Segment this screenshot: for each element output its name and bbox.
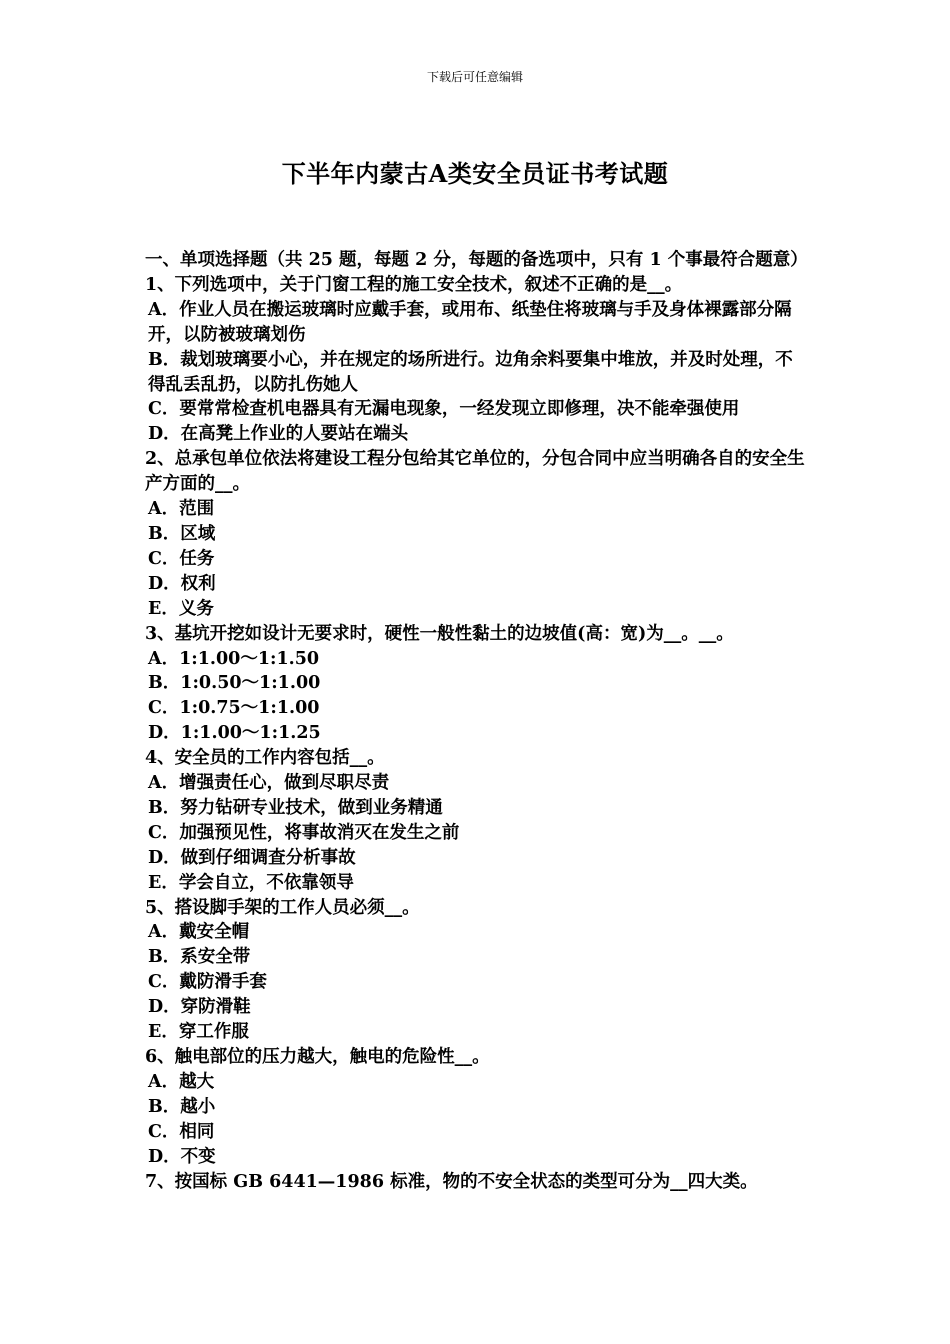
question-1 — [145, 273, 810, 447]
answer-option: E．穿工作服 — [148, 1022, 249, 1043]
question-2 — [145, 447, 810, 621]
answer-option: C．要常常检查机电器具有无漏电现象，一经发现立即修理，决不能牵强使用 — [148, 399, 740, 420]
answer-option: B．区域 — [148, 523, 216, 544]
answer-option: A．作业人员在搬运玻璃时应戴手套，或用布、纸垫住将玻璃与手及身体裸露部分隔开，以防被玻璃划伤 — [148, 299, 792, 345]
document-title: 下半年内蒙古A类安全员证书考试题 — [281, 159, 669, 188]
answer-option: C．加强预见性，将事故消灭在发生之前 — [148, 822, 460, 843]
section-heading: 一、单项选择题（共 25 题，每题 2 分，每题的备选项中，只有 1 个事最符合题意） — [145, 250, 808, 270]
question-stem: 5、搭设脚手架的工作人员必须__。 — [145, 897, 420, 918]
answer-option: E．义务 — [148, 598, 214, 619]
answer-option: D．在高凳上作业的人要站在端头 — [148, 424, 409, 445]
question-list — [145, 273, 810, 1195]
question-stem: 3、基坑开挖如设计无要求时，硬性一般性黏土的边坡值(高：宽)为__。__。 — [145, 623, 734, 644]
answer-option: A．增强责任心，做到尽职尽责 — [148, 773, 390, 794]
answer-option: E．学会自立，不依靠领导 — [148, 872, 354, 893]
question-4 — [145, 746, 810, 895]
question-stem: 4、安全员的工作内容包括__。 — [145, 748, 385, 769]
answer-option: A．范围 — [148, 499, 215, 520]
question-6 — [145, 1045, 810, 1170]
answer-option: B．越小 — [148, 1096, 216, 1117]
answer-option: B．努力钻研专业技术，做到业务精通 — [148, 797, 443, 818]
answer-option: C．相同 — [148, 1121, 215, 1142]
answer-option: C．1:0.75～1:1.00 — [148, 698, 320, 719]
answer-option: C．任务 — [148, 548, 215, 569]
answer-option: D．不变 — [148, 1146, 216, 1167]
answer-option: D．权利 — [148, 573, 216, 594]
answer-option: D．做到仔细调查分析事故 — [148, 847, 356, 868]
question-stem: 6、触电部位的压力越大，触电的危险性__。 — [145, 1047, 490, 1067]
page-header-note: 下载后可任意编辑 — [426, 70, 523, 84]
question-stem: 1、下列选项中，关于门窗工程的施工安全技术，叙述不正确的是__。 — [145, 274, 683, 295]
question-3 — [145, 622, 810, 747]
answer-option: A．1:1.00～1:1.50 — [148, 648, 320, 669]
question-5 — [145, 896, 810, 1045]
answer-option: B．裁划玻璃要小心，并在规定的场所进行。边角余料要集中堆放，并及时处理，不得乱丢乱扔，以防扎伤她人 — [148, 349, 793, 395]
answer-option: A．越大 — [148, 1071, 215, 1092]
answer-option: B．系安全带 — [148, 947, 251, 968]
answer-option: B．1:0.50～1:1.00 — [148, 673, 321, 694]
question-stem: 2、总承包单位依法将建设工程分包给其它单位的，分包合同中应当明确各自的安全生产方面的__。 — [145, 449, 805, 495]
answer-option: A．戴安全帽 — [148, 922, 250, 943]
answer-option: C．戴防滑手套 — [148, 972, 267, 993]
question-stem: 7、按国标 GB 6441—1986 标准，物的不安全状态的类型可分为__四大类。 — [145, 1171, 758, 1192]
question-7 — [145, 1170, 810, 1195]
document-body — [145, 248, 810, 1194]
answer-option: D．1:1.00～1:1.25 — [148, 723, 321, 744]
answer-option: D．穿防滑鞋 — [148, 997, 251, 1018]
